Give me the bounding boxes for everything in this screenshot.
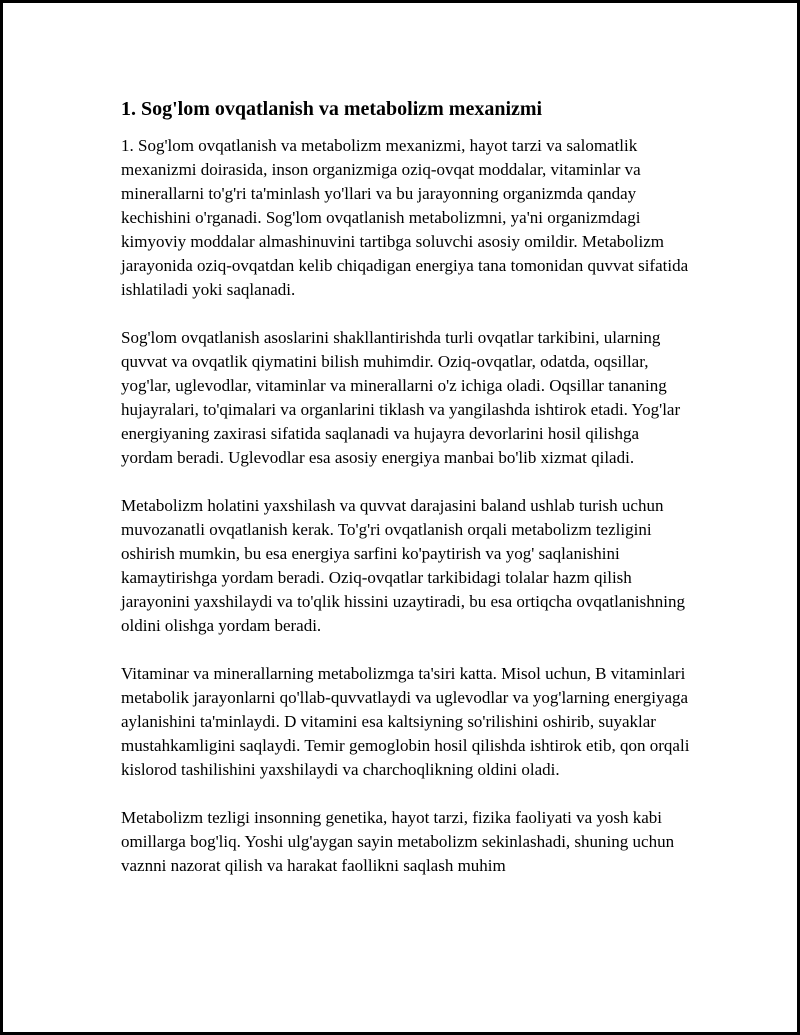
paragraph-2: Sog'lom ovqatlanish asoslarini shakllantirishda turli ovqatlar tarkibini, ularning quvvat va ovqatlik qiymatini bilish muhimdir. Oziq-ovqatlar, odatda, oqsillar, yog'lar, uglevodlar, vitaminlar va minerallarni o'z ichiga oladi. Oqsillar tananing hujayralari, to'qimalari va organlarini tiklash va yangilashda ishtirok etadi. Yog'lar energiyaning zaxirasi sifatida saqlanadi va hujayra devorlarini hosil qilishga yordam beradi. Uglevodlar esa asosiy energiya manbai bo'lib xizmat qiladi. bbox=[121, 328, 681, 467]
paragraph-5: Metabolizm tezligi insonning genetika, hayot tarzi, fizika faoliyati va yosh kabi omillarga bog'liq. Yoshi ulg'aygan sayin metabolizm sekinlashadi, shuning uchun vaznni nazorat qilish va harakat faollikni saqlash muhim bbox=[121, 808, 675, 875]
document-title: 1. Sog'lom ovqatlanish va metabolizm mexanizmi bbox=[121, 98, 543, 120]
paragraph-1: 1. Sog'lom ovqatlanish va metabolizm mexanizmi, hayot tarzi va salomatlik mexanizmi doirasida, inson organizmiga oziq-ovqat moddalar, vitaminlar va minerallarni to'g'ri ta'minlash yo'llari va bu jarayonning organizmda qanday kechishini o'rganadi. Sog'lom ovqatlanish metabolizmni, ya'ni organizmdagi kimyoviy moddalar almashinuvini tartibga soluvchi asosiy omildir. Metabolizm jarayonida oziq-ovqatdan kelib chiqadigan energiya tana tomonidan quvvat sifatida ishlatiladi yoki saqlanadi. bbox=[121, 136, 689, 299]
paragraph-3: Metabolizm holatini yaxshilash va quvvat darajasini baland ushlab turish uchun muvozanatli ovqatlanish kerak. To'g'ri ovqatlanish orqali metabolizm tezligini oshirish mumkin, bu esa energiya sarfini ko'paytirish va yog' saqlanishini kamaytirishga yordam beradi. Oziq-ovqatlar tarkibidagi tolalar hazm qilish jarayonini yaxshilaydi va to'qlik hissini uzaytiradi, bu esa ortiqcha ovqatlanishning oldini olishga yordam beradi. bbox=[121, 496, 685, 635]
document-body bbox=[121, 95, 695, 902]
paragraph-4: Vitaminar va minerallarning metabolizmga ta'siri katta. Misol uchun, B vitaminlari metabolik jarayonlarni qo'llab-quvvatlaydi va uglevodlar va yog'larning energiyaga aylanishini ta'minlaydi. D vitamini esa kaltsiyning so'rilishini oshirib, suyaklar mustahkamligini saqlaydi. Temir gemoglobin hosil qilishda ishtirok etib, qon orqali kislorod tashilishini yaxshilaydi va charchoqlikning oldini oladi. bbox=[121, 664, 690, 779]
